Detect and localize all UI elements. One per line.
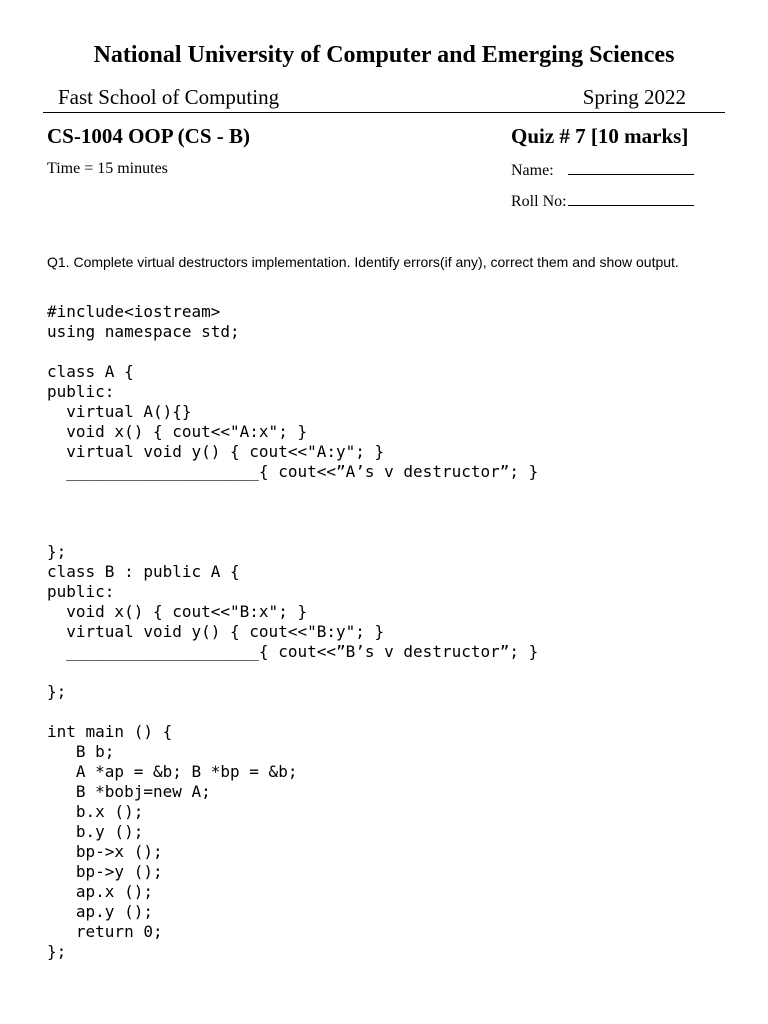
code-line: void x() { cout<<"A:x"; } bbox=[47, 422, 308, 441]
university-title: National University of Computer and Emerging Sciences bbox=[93, 42, 675, 68]
code-line: A *ap = &b; B *bp = &b; bbox=[47, 762, 298, 781]
code-line: B *bobj=new A; bbox=[47, 782, 211, 801]
name-label: Name: bbox=[511, 162, 554, 179]
code-line bbox=[47, 342, 538, 362]
code-line: B b; bbox=[47, 742, 115, 761]
code-line: }; bbox=[47, 942, 67, 961]
code-line bbox=[47, 522, 538, 542]
code-line: class B : public A { bbox=[47, 562, 240, 581]
code-line: class A { bbox=[47, 362, 134, 381]
code-line: ap.y (); bbox=[47, 902, 153, 921]
code-line: bp->x (); bbox=[47, 842, 163, 861]
code-line bbox=[47, 482, 538, 502]
quiz-title: Quiz # 7 [10 marks] bbox=[511, 124, 689, 148]
school-name: Fast School of Computing bbox=[58, 85, 280, 109]
code-line: virtual void y() { cout<<"A:y"; } bbox=[47, 442, 385, 461]
roll-label: Roll No: bbox=[511, 193, 567, 210]
code-line: ____________________{ cout<<”B’s v destructor”; } bbox=[47, 642, 539, 661]
code-line: #include<iostream> bbox=[47, 302, 221, 321]
name-field bbox=[511, 160, 694, 180]
code-line: ap.x (); bbox=[47, 882, 153, 901]
code-line: virtual A(){} bbox=[47, 402, 192, 421]
code-line: }; bbox=[47, 682, 67, 701]
course-title: CS-1004 OOP (CS - B) bbox=[47, 124, 251, 148]
semester: Spring 2022 bbox=[582, 85, 686, 109]
code-line bbox=[47, 702, 538, 722]
roll-field bbox=[511, 191, 694, 211]
question-text: Q1. Complete virtual destructors implementation. Identify errors(if any), correct them and show output. bbox=[47, 254, 679, 270]
code-block bbox=[47, 302, 538, 962]
code-line: using namespace std; bbox=[47, 322, 240, 341]
code-line: int main () { bbox=[47, 722, 173, 741]
header-divider bbox=[43, 112, 725, 113]
code-line: }; bbox=[47, 542, 67, 561]
code-line: virtual void y() { cout<<"B:y"; } bbox=[47, 622, 385, 641]
code-line: b.x (); bbox=[47, 802, 144, 821]
roll-blank bbox=[568, 191, 694, 206]
code-line: void x() { cout<<"B:x"; } bbox=[47, 602, 308, 621]
name-blank bbox=[568, 160, 694, 175]
school-row bbox=[58, 85, 686, 110]
code-line: public: bbox=[47, 382, 115, 401]
code-line: bp->y (); bbox=[47, 862, 163, 881]
code-line: return 0; bbox=[47, 922, 163, 941]
time-limit: Time = 15 minutes bbox=[47, 160, 168, 177]
code-line bbox=[47, 502, 538, 522]
code-line bbox=[47, 662, 538, 682]
code-line: public: bbox=[47, 582, 115, 601]
code-line: b.y (); bbox=[47, 822, 144, 841]
code-line: ____________________{ cout<<”A’s v destructor”; } bbox=[47, 462, 539, 481]
